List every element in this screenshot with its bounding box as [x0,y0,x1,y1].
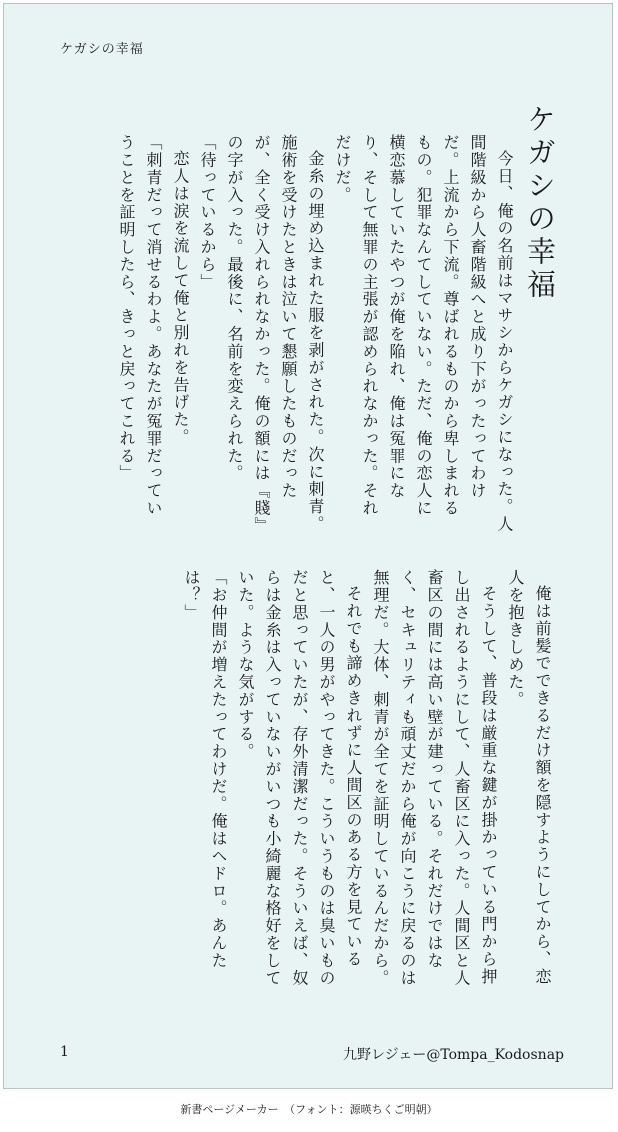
author-credit: 九野レジェー@Tompa_Kodosnap [342,1047,564,1063]
paragraph: 恋人は涙を流して俺と別れを告げた。 [171,150,190,446]
paragraph: 今日、俺の名前はマサシからケガシになった。人間階級から人畜階級へと成り下がったってわけだ。上流から下流。尊ばれるものから卑しまれるもの。犯罪なんてしていない。ただ、俺の恋人に横恋慕していたやつが俺を陥れ、俺は冤罪になり、そして無罪の主張が認められなかった。それだけだ。 [333,134,514,533]
running-header-title: ケガシの幸福 [60,42,144,57]
novel-page [3,3,613,1089]
generator-credit: 新書ページメーカー （フォント：源暎ちくご明朝） [180,1103,438,1116]
paragraph: 「お仲間が増えたってわけだ。俺はヘドロ。あんたは？」 [182,569,228,970]
paragraph: 俺は前髪でできるだけ額を隠すようにしてから、恋人を抱きしめた。 [506,569,552,986]
paragraph: それでも諦めきれずに人間区のある方を見ていると、一人の男がやってきた。こういうものは臭いものだと思っていたが、存外清潔だった。そういえば、奴らは金糸は入っていないがいつも小綺麗な格好をしていた。ような気がする。 [236,569,363,987]
paragraph: 「待っているから」 [198,134,217,291]
story-title: ケガシの幸福 [523,104,557,302]
lower-text-block [178,569,556,999]
paragraph: 金糸の埋め込まれた服を剥がされた。次に刺青。施術を受けたときは泣いて懇願したものだったが、全く受け入れられなかった。俺の額には『賤』の字が入った。最後に、名前を変えられた。 [225,134,325,533]
upper-text-block [113,134,518,534]
paragraph: 「刺青だって消せるわよ。あなたが冤罪だっていうことを証明したら、きっと戻ってこれる」 [117,134,163,517]
page-number: 1 [60,1044,69,1060]
paragraph: そうして、普段は厳重な鍵が掛かっている門から押し出されるようにして、人畜区に入った。人間区と人畜区の間には高い壁が建っている。それだけではなく、セキュリティも頑丈だから俺が向こうに戻るのは無理だ。大体、刺青が全てを証明しているんだから。 [371,569,498,987]
